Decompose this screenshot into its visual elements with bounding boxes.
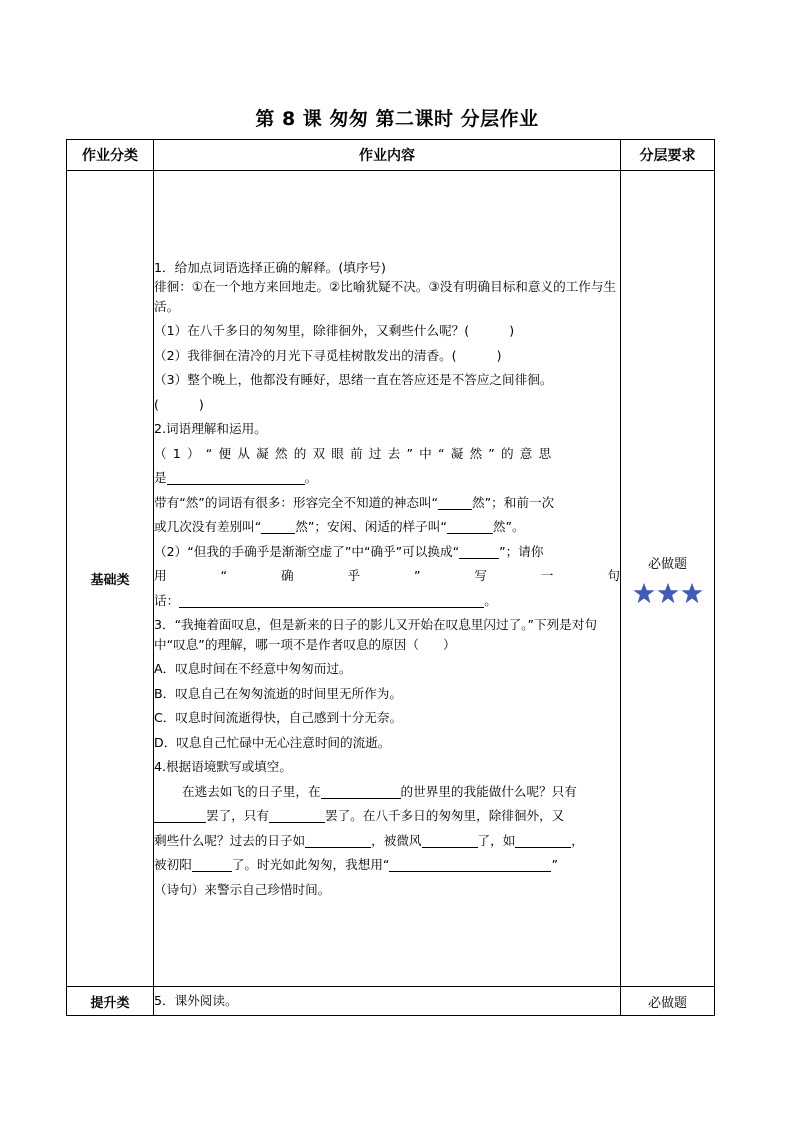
q2-sentence-blank[interactable] (179, 593, 484, 608)
q1-sentence-2 (154, 346, 620, 366)
q3-stem (154, 615, 620, 654)
q2-p2b-text: 或几次没有差别叫“ (154, 519, 262, 535)
q2-part1-line4 (154, 517, 620, 537)
star-icon (657, 582, 679, 604)
q4-line-2 (154, 806, 620, 826)
requirement-advanced: 必做题 (621, 987, 715, 1016)
q2-p3a-text: （2）“但我的手确乎是渐渐空虚了”中“确乎”可以换成“ (154, 543, 460, 559)
header-category: 作业分类 (67, 140, 154, 171)
q1-s2-close: ) (496, 347, 502, 363)
q2-p2a-mid: 然”；和前一次 (472, 494, 555, 510)
q1-s3-paren (154, 395, 620, 415)
q4-blank-7[interactable] (192, 857, 232, 872)
q2-stem: 2.词语理解和运用。 (154, 421, 267, 437)
q3-option-b: B．叹息自己在匆匆流逝的时间里无所作为。 (154, 685, 402, 701)
q2-word-3: 确 (280, 568, 294, 584)
q4-blank-1[interactable] (321, 784, 401, 799)
q1-sentence-3: （3）整个晚上，他都没有睡好，思绪一直在答应还是不答应之间徘徊。 (154, 372, 553, 388)
q1-definition: 徘徊：①在一个地方来回地走。②比喻犹疑不决。③没有明确目标和意义的工作与生活。 (154, 279, 617, 314)
q2-part2-line1 (154, 542, 620, 562)
homework-table (66, 139, 715, 1016)
q2-replace-blank[interactable] (459, 544, 499, 559)
q2-part2-line2 (154, 566, 620, 586)
q4-l1a: 在逃去如飞的日子里，在 (182, 783, 321, 799)
q4-l1b: 的世界里的我能做什么呢？只有 (400, 783, 577, 799)
q4-l4a: 被初阳 (154, 857, 192, 873)
requirement-basic-wrap (621, 553, 714, 604)
header-content: 作业内容 (154, 140, 621, 171)
q1-sentence-1 (154, 321, 620, 341)
q2-part2-line3 (154, 591, 620, 611)
table-row-advanced (67, 987, 715, 1016)
header-requirement: 分层要求 (621, 140, 715, 171)
q1-s1-text: （1）在八千多日的匆匆里，除徘徊外，又剩些什么呢？( (154, 323, 470, 339)
q2-word-4: 乎 (347, 568, 361, 584)
table-row-basic (67, 171, 715, 987)
q3-option-a: A．叹息时间在不经意中匆匆而过。 (154, 661, 352, 677)
q2-part1-line1: （1）“便从凝然的双眼前过去”中“凝然”的意思 (154, 445, 558, 461)
difficulty-stars (632, 582, 704, 604)
category-advanced: 提升类 (67, 987, 154, 1016)
q2-p1b-text: 是 (154, 470, 167, 486)
q2-ran-blank-1[interactable] (438, 495, 472, 510)
q2-word-5: ” (413, 568, 421, 584)
q4-blank-5[interactable] (422, 833, 478, 848)
q4-l3d: ， (571, 832, 584, 848)
category-basic: 基础类 (67, 171, 154, 987)
q3-stem-end: ） (442, 636, 456, 652)
requirement-basic (621, 171, 715, 987)
q4-l2b: 罢了。在八千多日的匆匆里，除徘徊外，又 (324, 808, 565, 824)
q4-poem-blank[interactable] (389, 857, 551, 872)
q2-p2a-text: 带有“然”的词语有很多：形容完全不知道的神态叫“ (154, 494, 439, 510)
q2-word-1: 用 (154, 568, 167, 584)
q2-word-6: 写 (474, 568, 487, 584)
q2-p3a-end: ”；请你 (499, 543, 544, 559)
q2-ran-blank-2[interactable] (261, 519, 295, 534)
q4-stem: 4.根据语境默写或填空。 (154, 759, 292, 775)
q4-l4c: ” (551, 857, 558, 873)
star-icon (681, 582, 703, 604)
q4-l3a: 剩些什么呢？过去的日子如 (154, 832, 306, 848)
q2-word-8: 句 (607, 568, 620, 584)
q4-line-3 (154, 831, 620, 851)
q4-l4b: 了。时光如此匆匆，我想用“ (231, 857, 390, 873)
requirement-basic-label: 必做题 (647, 557, 687, 572)
q1-s2-text: （2）我徘徊在清冷的月光下寻觅桂树散发出的清香。( (154, 347, 457, 363)
advanced-content: 5．课外阅读。 (154, 987, 621, 1016)
q4-blank-3[interactable] (269, 808, 325, 823)
q2-part1-line3 (154, 493, 620, 513)
q4-l2a: 罢了，只有 (206, 808, 269, 824)
q4-blank-6[interactable] (515, 833, 571, 848)
q4-blank-2[interactable] (154, 808, 206, 823)
q2-p2b-end: 然”。 (492, 519, 525, 535)
q3-stem-text: 3．“我掩着面叹息，但是新来的日子的影儿又开始在叹息里闪过了。”下列是对句中“叹息”的理解，哪一项不是作者叹息的原因（ (154, 617, 597, 652)
q2-p2b-mid: 然”；安闲、闲适的样子叫“ (295, 519, 447, 535)
q2-word-7: 一 (540, 568, 554, 584)
q1-s3-open: ( (154, 396, 159, 412)
q4-l3b: ，被微风 (371, 832, 422, 848)
q4-l3c: 了，如 (477, 832, 516, 848)
q2-ran-blank-3[interactable] (447, 519, 493, 534)
q2-part1-line2 (154, 468, 620, 488)
table-header-row (67, 140, 715, 171)
q4-blank-4[interactable] (305, 833, 371, 848)
q2-meaning-blank[interactable] (167, 470, 305, 485)
q2-p1b-end: 。 (304, 470, 318, 486)
q4-line-4 (154, 855, 620, 875)
q1-s3-close: ) (198, 396, 204, 412)
q1-stem: 1．给加点词语选择正确的解释。(填序号) (154, 259, 386, 275)
q2-word-2: “ (220, 568, 228, 584)
q4-line-5: （诗句）来警示自己珍惜时间。 (154, 881, 331, 897)
page-title: 第 8 课 匆匆 第二课时 分层作业 (255, 108, 539, 130)
star-icon (633, 582, 655, 604)
q3-option-c: C．叹息时间流逝得快，自己感到十分无奈。 (154, 710, 403, 726)
q1-s1-close: ) (509, 323, 515, 339)
q2-p3c-text: 话： (154, 592, 180, 608)
q3-option-d: D．叹息自己忙碌中无心注意时间的流逝。 (154, 734, 391, 750)
q2-p3c-end: 。 (484, 592, 497, 608)
q4-line-1 (154, 782, 620, 802)
basic-content (154, 171, 621, 987)
